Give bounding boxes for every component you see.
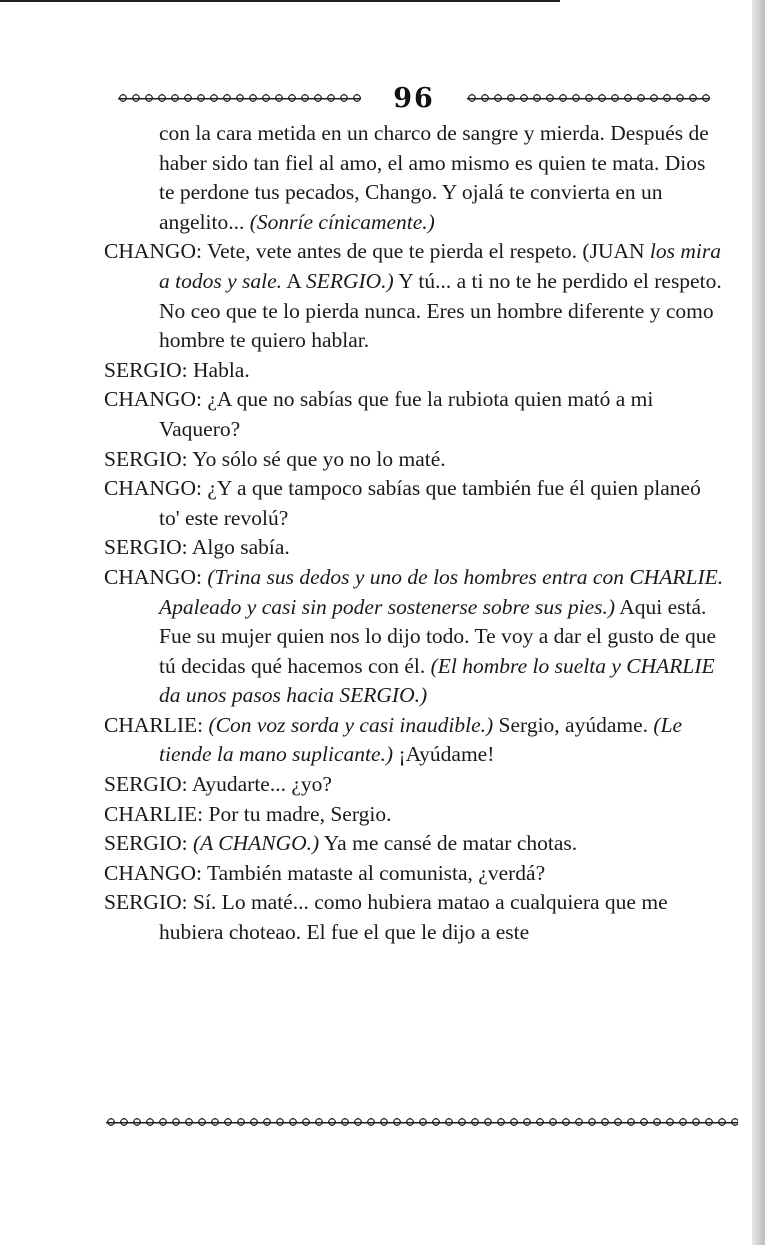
- stage-direction: (Le tiende la mano suplicante.): [159, 712, 683, 767]
- dialogue-line: [104, 445, 724, 475]
- stage-direction: los mira a todos y sale.: [159, 239, 722, 293]
- speech-text: ¡Ayúdame!: [398, 742, 495, 767]
- continued-speech: [104, 119, 724, 237]
- dialogue-line: [104, 385, 724, 444]
- speaker-name: SERGIO:: [104, 357, 188, 382]
- speech-text: A: [286, 268, 301, 293]
- dialogue-line: [104, 237, 724, 355]
- dialogue-line: [104, 829, 724, 859]
- page-number: 96: [393, 82, 435, 114]
- speaker-name: CHANGO:: [104, 239, 202, 264]
- speaker-name: CHANGO:: [104, 564, 202, 589]
- stage-direction: (Trina sus dedos y uno de los hombres entra con CHARLIE. Apaleado y casi sin poder sostenerse sobre sus pies.): [159, 564, 724, 619]
- dialogue-line: [104, 711, 724, 770]
- speech-text: Ya me cansé de matar chotas.: [323, 831, 578, 856]
- speaker-name: CHARLIE:: [104, 712, 204, 737]
- stage-direction: (Sonríe cínicamente.): [249, 209, 435, 234]
- speaker-name: CHANGO:: [104, 860, 202, 885]
- speaker-name: SERGIO:: [104, 772, 188, 797]
- speech-text: ¿A que no sabías que fue la rubiota quien mató a mi Vaquero?: [159, 387, 654, 441]
- stage-direction: (El hombre lo suelta y CHARLIE da unos pasos hacia SERGIO.): [159, 653, 715, 708]
- header-chain-ornament-right: [467, 93, 710, 103]
- speech-text: También mataste al comunista, ¿verdá?: [206, 860, 546, 885]
- speaker-name: SERGIO:: [104, 446, 188, 471]
- speech-text: Y tú... a ti no te he perdido el respeto. No ceo que te lo pierda nunca. Eres un hombre diferente y como hombre te quiero hablar.: [159, 268, 722, 353]
- speaker-name: SERGIO:: [104, 831, 188, 856]
- stage-direction: SERGIO.): [305, 268, 394, 293]
- speech-text: Por tu madre, Sergio.: [208, 801, 392, 826]
- speech-text: Aqui está. Fue su mujer quien nos lo dijo todo. Te voy a dar el gusto de que tú decidas qué hacemos con él.: [159, 594, 717, 678]
- speech-text: ¿Y a que tampoco sabías que también fue él quien planeó to' este revolú?: [159, 476, 701, 530]
- header-chain-ornament-left: [118, 93, 361, 103]
- speaker-name: SERGIO:: [104, 890, 188, 915]
- dialogue-line: [104, 474, 724, 533]
- dialogue-line: [104, 356, 724, 386]
- page-edge-shadow: [752, 0, 765, 1245]
- speaker-name: SERGIO:: [104, 535, 188, 560]
- page-header: [118, 78, 710, 118]
- dialogue-line: [104, 888, 724, 947]
- speech-text: Ayudarte... ¿yo?: [191, 772, 332, 797]
- speech-text: Algo sabía.: [191, 535, 290, 560]
- speech-text: Vete, vete antes de que te pierda el respeto. (JUAN: [206, 239, 645, 264]
- top-rule: [0, 0, 560, 2]
- dialogue-line: [104, 770, 724, 800]
- stage-direction: (Con voz sorda y casi inaudible.): [208, 712, 494, 737]
- speech-text: con la cara metida en un charco de sangre y mierda. Después de haber sido tan fiel al amo, el amo mismo es quien te mata. Dios te perdone tus pecados, Chango. Y ojalá te convierta en un angelito...: [159, 121, 709, 234]
- speech-text: Sergio, ayúdame.: [498, 712, 649, 737]
- speech-text: Yo sólo sé que yo no lo maté.: [192, 446, 446, 471]
- speaker-name: CHARLIE:: [104, 801, 204, 826]
- dialogue-line: [104, 563, 724, 711]
- speech-text: Sí. Lo maté... como hubiera matao a cualquiera que me hubiera choteao. El fue el que le dijo a este: [159, 890, 668, 945]
- speaker-name: CHANGO:: [104, 387, 202, 412]
- dialogue-line: [104, 800, 724, 830]
- script-text: [104, 119, 724, 948]
- footer-chain-ornament: [106, 1117, 738, 1127]
- speaker-name: CHANGO:: [104, 476, 202, 501]
- speech-text: Habla.: [193, 357, 250, 382]
- stage-direction: (A CHANGO.): [193, 831, 320, 856]
- dialogue-line: [104, 533, 724, 563]
- dialogue-line: [104, 859, 724, 889]
